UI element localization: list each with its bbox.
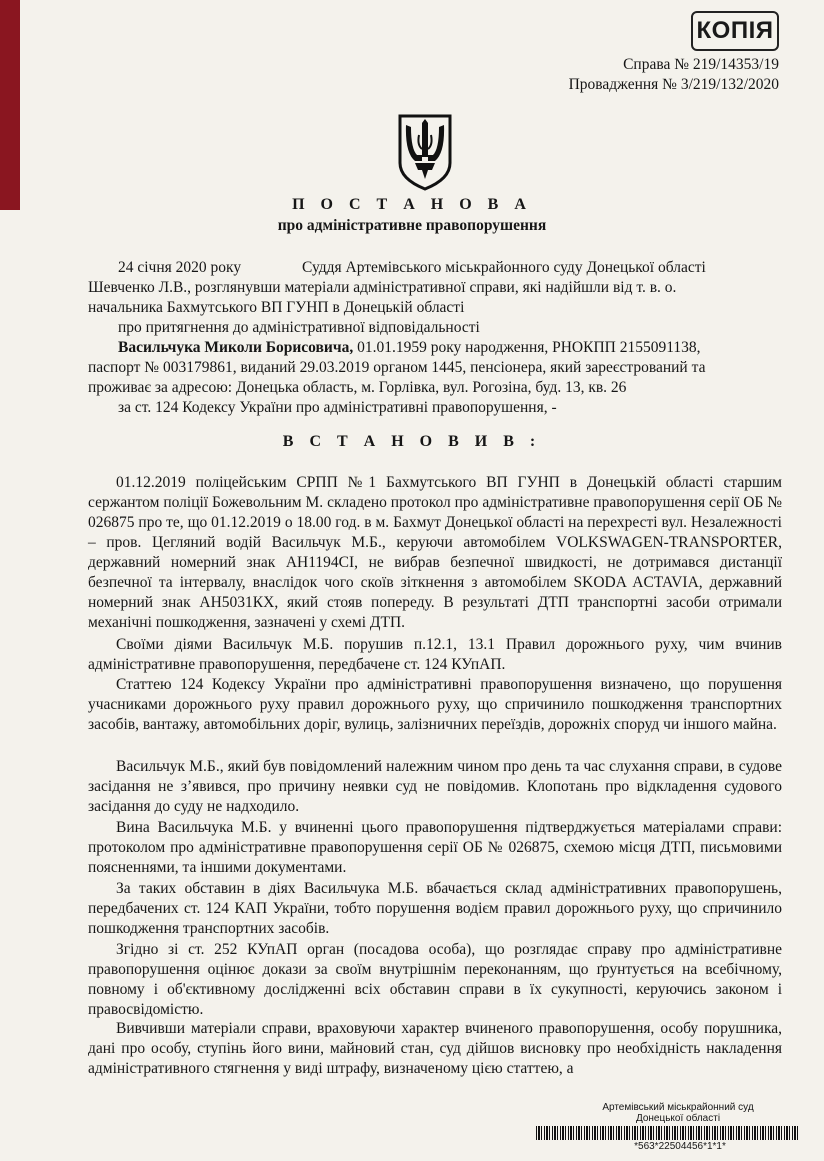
paragraph-3: Статтею 124 Кодексу України про адміністративні правопорушення визначено, що порушення учасниками дорожнього руху правил дорожнього руху, що спричинило пошкодження транспортних засобів, вантажу, автомобільних доріг, вулиць, залізничних переїздів, дорожніх споруд чи іншого майна.: [88, 676, 782, 733]
document-title: П О С Т А Н О В А: [292, 196, 532, 213]
copy-stamp: КОПІЯ: [691, 11, 779, 51]
paragraph-5: Вина Васильчука М.Б. у вчиненні цього правопорушення підтверджується матеріалами справи: протоколом про адміністративне правопорушення серії ОБ № 026875, схемою місця ДТП, письмовими поясненнями, та іншими документами.: [88, 819, 782, 876]
section-heading: В С Т А Н О В И В :: [282, 433, 542, 450]
paragraph-1: 01.12.2019 поліцейським СРПП №1 Бахмутського ВП ГУНП в Донецькій області старшим сержантом поліції Божевольним М. складено протокол про адміністративне правопорушення серії ОБ № 026875 про те, що 01.12.2019 о 18.00 год. в м. Бахмут Донецької області на перехресті вул. Незалежності – пров. Цегляний водій Васильчук М.Б., керуючи автомобілем VOLKSWAGEN-TRANSPORTER, державний номерний знак АН1194СІ, не вибрав безпечної швидкості, не дотримався дистанції безпечної та інтервалу, внаслідок чого скоїв зіткнення з автомобілем SKODA ACTAVIA, державний номерний знак АН5031КХ, який стояв попереду. В результаті ДТП транспортні засоби отримали механічні пошкодження, зазначені у схемі ДТП.: [88, 474, 782, 631]
intro-line-5: [118, 338, 701, 358]
intro-line-4: про притягнення до адміністративної відповідальності: [118, 319, 480, 336]
paragraph-2: Своїми діями Васильчук М.Б. порушив п.12.1, 13.1 Правил дорожнього руху, чим вчинив адміністративне правопорушення, передбачене ст. 124 КУпАП.: [88, 636, 782, 673]
barcode-number: *563*22504456*1*1*: [634, 1141, 726, 1152]
court-region: Донецької області: [635, 1113, 721, 1124]
intro-line-8: за ст. 124 Кодексу України про адміністративні правопорушення, -: [118, 399, 557, 416]
paragraph-4: Васильчук М.Б., який був повідомлений належним чином про день та час слухання справи, в судове засідання не з’явився, про причину неявки суд не повідомив. Клопотань про відкладення судового засідання до суду не надходило.: [88, 758, 782, 815]
intro-line-3: начальника Бахмутського ВП ГУНП в Донецькій області: [88, 299, 465, 316]
proceeding-number: Провадження № 3/219/132/2020: [568, 76, 779, 93]
court-footer: [560, 1102, 796, 1124]
person-name: Васильчука Миколи Борисовича,: [118, 339, 354, 356]
court-name: Артемівський міськрайонний суд: [602, 1102, 754, 1113]
intro-line-2: Шевченко Л.В., розглянувши матеріали адміністративної справи, які надійшли від т. в. о.: [88, 279, 677, 296]
trident-emblem-icon: [394, 113, 456, 191]
person-details: 01.01.1959 року народження, РНОКПП 2155091138,: [353, 339, 701, 356]
case-number: Справа № 219/14353/19: [623, 56, 779, 73]
intro-line-6: паспорт № 003179861, виданий 29.03.2019 органом 1445, пенсіонера, який зареєстрований та: [88, 359, 706, 376]
left-edge-strip: [0, 0, 20, 210]
decision-date: 24 січня 2020 року: [118, 259, 242, 276]
paragraph-6: За таких обставин в діях Васильчука М.Б. вбачається склад адміністративних правопорушень, передбачених ст. 124 КАП України, тобто порушення водієм правил дорожнього руху, що спричинило пошкодження транспортних засобів.: [88, 880, 782, 937]
paragraph-8: Вивчивши матеріали справи, враховуючи характер вчиненого правопорушення, особу порушника, дані про особу, ступінь його вини, майновий стан, суд дійшов висновку про необхідність накладення адміністративного стягнення у виді штрафу, визначеному цією статтею, а: [88, 1020, 782, 1077]
paragraph-7: Згідно зі ст. 252 КУпАП орган (посадова особа), що розглядає справу про адміністративне правопорушення оцінює докази за своїм внутрішнім переконанням, що ґрунтується на всебічному, повному і об'єктивному дослідженні всіх обставин справи в їх сукупності, керуючись законом і правосвідомістю.: [88, 941, 782, 1018]
barcode: [536, 1126, 798, 1140]
document-subtitle: про адміністративне правопорушення: [277, 217, 547, 234]
judge-line: Суддя Артемівського міськрайонного суду Донецької області: [302, 259, 706, 276]
case-info: [569, 55, 779, 95]
intro-line-7: проживає за адресою: Донецька область, м. Горлівка, вул. Рогозіна, буд. 13, кв. 26: [88, 379, 627, 396]
